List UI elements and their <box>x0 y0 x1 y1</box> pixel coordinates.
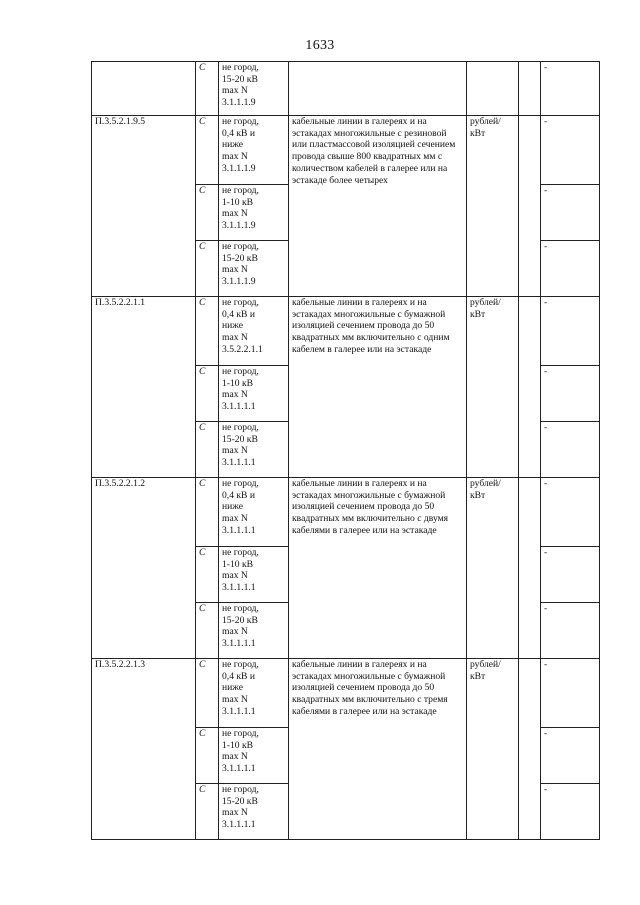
row-condition: не город, 15-20 кВ max N 3.1.1.1.1 <box>219 603 289 659</box>
row-condition: не город, 1-10 кВ max N 3.1.1.1.1 <box>219 366 289 422</box>
row-letter: C <box>196 603 219 659</box>
row-unit: рублей/ кВт <box>467 478 519 659</box>
row-condition: не город, 15-20 кВ max N 3.1.1.1.9 <box>219 241 289 297</box>
row-code: П.3.5.2.2.1.2 <box>92 478 196 659</box>
table-row <box>92 62 600 116</box>
tariff-table <box>91 61 600 840</box>
row-code: П.3.5.2.1.9.5 <box>92 116 196 297</box>
row-letter: C <box>196 547 219 603</box>
row-unit: рублей/ кВт <box>467 659 519 840</box>
row-description <box>289 62 467 116</box>
row-empty-cell <box>519 478 541 659</box>
row-value: - <box>541 116 600 185</box>
row-letter: C <box>196 116 219 185</box>
row-empty-cell <box>519 116 541 297</box>
row-code <box>92 62 196 116</box>
row-value: - <box>541 728 600 784</box>
table-row <box>92 659 600 728</box>
row-description: кабельные линии в галереях и на эстакадах многожильные с резиновой или пластмассовой изоляцией сечением провода свыше 800 квадратных мм с количеством кабелей в галерее или на эстакаде более четырех <box>289 116 467 297</box>
row-condition: не город, 15-20 кВ max N 3.1.1.1.9 <box>219 62 289 116</box>
row-empty-cell <box>519 659 541 840</box>
row-value: - <box>541 62 600 116</box>
row-letter: C <box>196 422 219 478</box>
row-empty-cell <box>519 297 541 478</box>
row-value: - <box>541 659 600 728</box>
row-value: - <box>541 366 600 422</box>
row-letter: C <box>196 728 219 784</box>
row-value: - <box>541 241 600 297</box>
row-value: - <box>541 603 600 659</box>
row-letter: C <box>196 659 219 728</box>
row-unit: рублей/ кВт <box>467 116 519 297</box>
row-code: П.3.5.2.2.1.1 <box>92 297 196 478</box>
row-condition: не город, 0,4 кВ и ниже max N 3.1.1.1.1 <box>219 659 289 728</box>
row-condition: не город, 0,4 кВ и ниже max N 3.1.1.1.1 <box>219 478 289 547</box>
row-value: - <box>541 422 600 478</box>
row-letter: C <box>196 784 219 840</box>
page-number: 1633 <box>305 38 335 53</box>
row-code: П.3.5.2.2.1.3 <box>92 659 196 840</box>
row-condition: не город, 1-10 кВ max N 3.1.1.1.1 <box>219 547 289 603</box>
row-value: - <box>541 297 600 366</box>
row-condition: не город, 0,4 кВ и ниже max N 3.5.2.2.1.1 <box>219 297 289 366</box>
row-condition: не город, 15-20 кВ max N 3.1.1.1.1 <box>219 784 289 840</box>
tariff-table-body <box>92 62 600 840</box>
row-letter: C <box>196 241 219 297</box>
row-letter: C <box>196 478 219 547</box>
table-row <box>92 297 600 366</box>
row-letter: C <box>196 297 219 366</box>
row-unit <box>467 62 519 116</box>
table-row <box>92 478 600 547</box>
row-value: - <box>541 547 600 603</box>
row-condition: не город, 15-20 кВ max N 3.1.1.1.1 <box>219 422 289 478</box>
row-condition: не город, 1-10 кВ max N 3.1.1.1.9 <box>219 185 289 241</box>
row-value: - <box>541 784 600 840</box>
row-value: - <box>541 185 600 241</box>
row-description: кабельные линии в галереях и на эстакадах многожильные с бумажной изоляцией сечением провода до 50 квадратных мм включительно с одним кабелем в галерее или на эстакаде <box>289 297 467 478</box>
row-description: кабельные линии в галереях и на эстакадах многожильные с бумажной изоляцией сечением провода до 50 квадратных мм включительно с двумя кабелями в галерее или на эстакаде <box>289 478 467 659</box>
row-unit: рублей/ кВт <box>467 297 519 478</box>
row-letter: C <box>196 62 219 116</box>
row-description: кабельные линии в галереях и на эстакадах многожильные с бумажной изоляцией сечением провода до 50 квадратных мм включительно с тремя кабелями в галерее или на эстакаде <box>289 659 467 840</box>
table-row <box>92 116 600 185</box>
row-empty-cell <box>519 62 541 116</box>
row-value: - <box>541 478 600 547</box>
row-condition: не город, 1-10 кВ max N 3.1.1.1.1 <box>219 728 289 784</box>
row-condition: не город, 0,4 кВ и ниже max N 3.1.1.1.9 <box>219 116 289 185</box>
row-letter: C <box>196 366 219 422</box>
row-letter: C <box>196 185 219 241</box>
